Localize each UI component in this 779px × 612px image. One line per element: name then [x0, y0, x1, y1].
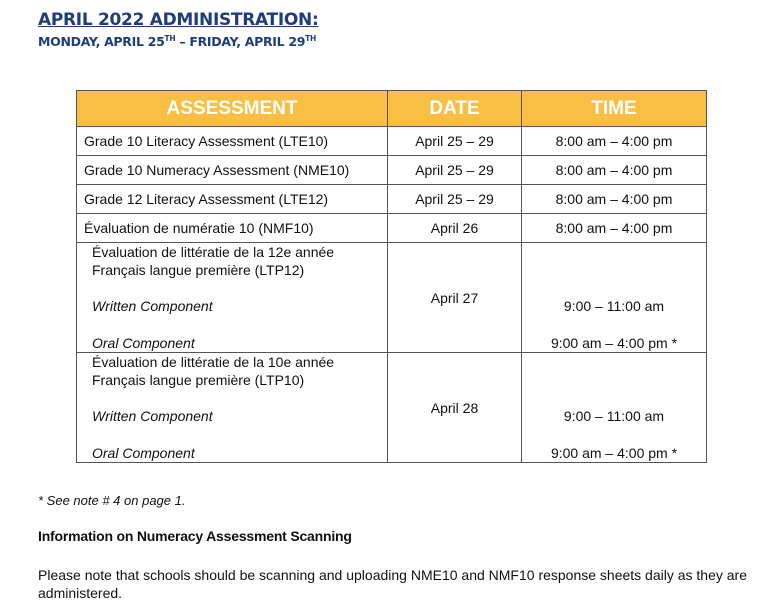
written-component-label: Written Component — [92, 408, 213, 424]
date-cell: April 26 — [388, 214, 522, 243]
written-time: 9:00 – 11:00 am — [563, 298, 665, 314]
subtitle-end: – FRIDAY, APRIL 29 — [175, 34, 306, 49]
time-cell — [522, 243, 707, 353]
date-cell — [388, 243, 522, 353]
subtitle-sup-end: TH — [305, 34, 316, 43]
page-title: APRIL 2022 ADMINISTRATION: — [38, 10, 319, 30]
date-value: April 27 — [430, 290, 479, 306]
oral-component-label: Oral Component — [92, 335, 195, 351]
table-header-row — [77, 91, 707, 127]
oral-time: 9:00 am – 4:00 pm * — [550, 335, 678, 351]
table-row — [77, 127, 707, 156]
table-row — [77, 185, 707, 214]
date-value: April 28 — [430, 400, 479, 416]
assessment-name-line1: Évaluation de littératie de la 10e année — [92, 354, 335, 370]
assessment-cell — [77, 243, 388, 353]
table-row — [77, 156, 707, 185]
assessment-cell — [77, 353, 388, 463]
assessment-name-line2: Français langue première (LTP12) — [92, 262, 305, 278]
assessment-cell: Évaluation de numératie 10 (NMF10) — [77, 214, 388, 243]
column-header-date: DATE — [388, 91, 522, 127]
footnote: * See note # 4 on page 1. — [38, 493, 186, 508]
section-heading: Information on Numeracy Assessment Scanning — [38, 528, 352, 544]
assessment-cell: Grade 12 Literacy Assessment (LTE12) — [77, 185, 388, 214]
date-cell: April 25 – 29 — [388, 185, 522, 214]
date-cell: April 25 – 29 — [388, 127, 522, 156]
time-cell: 8:00 am – 4:00 pm — [522, 127, 707, 156]
assessment-cell: Grade 10 Literacy Assessment (LTE10) — [77, 127, 388, 156]
time-cell: 8:00 am – 4:00 pm — [522, 185, 707, 214]
subtitle-sup-start: TH — [164, 34, 176, 43]
date-cell: April 25 – 29 — [388, 156, 522, 185]
table-row-multi — [77, 243, 707, 353]
schedule-table — [76, 90, 707, 463]
time-cell: 8:00 am – 4:00 pm — [522, 156, 707, 185]
time-cell — [522, 353, 707, 463]
written-time: 9:00 – 11:00 am — [563, 408, 665, 424]
body-paragraph: Please note that schools should be scanning and uploading NME10 and NMF10 response sheets daily as they are administered. — [38, 567, 748, 601]
table-row-multi — [77, 353, 707, 463]
table-row — [77, 214, 707, 243]
subtitle-start: MONDAY, APRIL 25 — [38, 34, 165, 49]
page-subtitle — [38, 34, 316, 49]
column-header-time: TIME — [522, 91, 707, 127]
assessment-cell: Grade 10 Numeracy Assessment (NME10) — [77, 156, 388, 185]
date-cell — [388, 353, 522, 463]
column-header-assessment: ASSESSMENT — [77, 91, 388, 127]
assessment-name-line1: Évaluation de littératie de la 12e année — [92, 244, 335, 260]
written-component-label: Written Component — [92, 298, 213, 314]
assessment-name-line2: Français langue première (LTP10) — [92, 372, 305, 388]
oral-component-label: Oral Component — [92, 445, 195, 461]
oral-time: 9:00 am – 4:00 pm * — [550, 445, 678, 461]
time-cell: 8:00 am – 4:00 pm — [522, 214, 707, 243]
